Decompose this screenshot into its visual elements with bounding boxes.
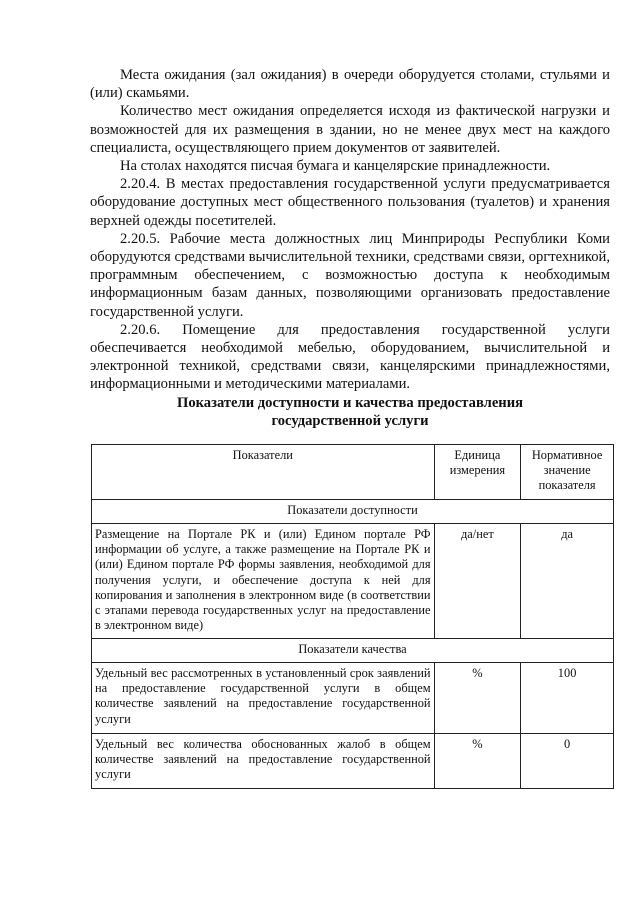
paragraph-2-20-4: 2.20.4. В местах предоставления государственной услуги предусматривается оборудование доступных мест общественного пользования (туалетов) и хранения верхней одежды посетителей.	[90, 176, 610, 229]
section-row-quality	[92, 639, 614, 663]
unit-cell: да/нет	[434, 524, 521, 639]
indicator-justified-complaints: Удельный вес количества обоснованных жалоб в общем количестве заявлений на предоставление государственной услуги	[92, 734, 435, 789]
header-norm: Нормативное значение показателя	[521, 445, 614, 500]
table-row	[92, 663, 614, 734]
section-title-quality: Показатели качества	[92, 639, 614, 663]
unit-cell: %	[434, 663, 521, 734]
table-row	[92, 524, 614, 639]
table-row	[92, 734, 614, 789]
header-indicator: Показатели	[92, 445, 435, 500]
norm-cell: да	[521, 524, 614, 639]
norm-cell: 0	[521, 734, 614, 789]
unit-cell: %	[434, 734, 521, 789]
indicators-table	[91, 444, 614, 789]
section-row-accessibility	[92, 500, 614, 524]
header-unit: Единица измерения	[434, 445, 521, 500]
paragraph-stationery: На столах находятся писчая бумага и канцелярские принадлежности.	[120, 158, 551, 175]
paragraph-waiting-area: Места ожидания (зал ожидания) в очереди оборудуется столами, стульями и (или) скамьями.	[90, 67, 610, 102]
indicator-timely-reviewed: Удельный вес рассмотренных в установленный срок заявлений на предоставление государственной услуги в общем количестве заявлений на предоставление государственной услуги	[92, 663, 435, 734]
document-body	[90, 66, 610, 394]
paragraph-2-20-6: 2.20.6. Помещение для предоставления государственной услуги обеспечивается необходимой мебелью, оборудованием, вычислительной и электронной техникой, средствами связи, канцелярскими принадлежностями, информационными и методическими материалами.	[90, 321, 610, 393]
paragraph-2-20-5: 2.20.5. Рабочие места должностных лиц Минприроды Республики Коми оборудуются средствами вычислительной техники, средствами связи, оргтехникой, программным обеспечением, с возможностью доступа к необходимым информационным базам данных, позволяющими организовать предоставление государственной услуги.	[90, 230, 610, 320]
paragraph-waiting-seats: Количество мест ожидания определяется исходя из фактической нагрузки и возможностей для их размещения в здании, но не менее двух мест на каждого специалиста, осуществляющего прием документов от заявителей.	[90, 103, 610, 156]
section-heading-line-1: Показатели доступности и качества предоставления	[176, 395, 524, 411]
section-title-accessibility: Показатели доступности	[92, 500, 614, 524]
section-heading-line-2: государственной услуги	[271, 413, 429, 429]
indicator-portal-placement: Размещение на Портале РК и (или) Едином портале РФ информации об услуге, а также размещение на Портале РК и (или) Едином портале РФ формы заявления, необходимой для получения услуги, и обеспечение доступа к ней для копирования и заполнения в электронном виде (в соответствии с этапами перевода государственных услуг на предоставление в электронном виде)	[92, 524, 435, 639]
norm-cell: 100	[521, 663, 614, 734]
table-header-row	[92, 445, 614, 500]
section-heading	[90, 394, 610, 430]
